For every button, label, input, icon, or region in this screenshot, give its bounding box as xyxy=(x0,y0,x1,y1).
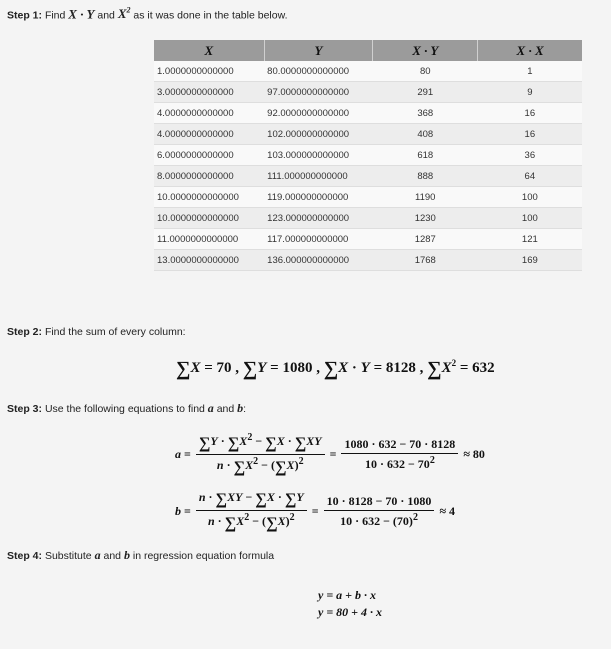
table-cell: 618 xyxy=(373,145,478,166)
table-cell: 100 xyxy=(478,187,582,208)
table-cell: 80.0000000000000 xyxy=(264,61,373,82)
header-xx: X · X xyxy=(478,40,582,61)
table-cell: 1.0000000000000 xyxy=(154,61,264,82)
step4-label: Step 4: xyxy=(7,550,43,562)
table-cell: 102.000000000000 xyxy=(264,124,373,145)
eq-a-numerator: 1080 · 632 − 70 · 8128 xyxy=(341,437,458,454)
equation-a: a = $\frac{\sum Y \cdot \sum X^2 - \sum X \cdot \sum XY}{n \cdot \sum X^2 - (\sum X)^2}$ = $\frac{1080 \cdot 632 - 70 \cdot 8128}{10 \cdot 632 - 70^2}$ ≈ 80 xyxy=(175,432,485,476)
table-cell: 291 xyxy=(373,82,478,103)
step1-and: and xyxy=(97,9,115,22)
table-cell: 9 xyxy=(478,82,582,103)
header-y: Y xyxy=(264,40,373,61)
eq-b-numerator: 10 · 8128 − 70 · 1080 xyxy=(324,494,435,511)
table-cell: 10.0000000000000 xyxy=(154,208,264,229)
step2-label: Step 2: xyxy=(7,326,43,338)
table-cell: 97.0000000000000 xyxy=(264,82,373,103)
table-cell: 4.0000000000000 xyxy=(154,103,264,124)
step4-tail: in regression equation formula xyxy=(132,550,275,562)
sum-xy: 8128 xyxy=(385,360,416,376)
step3-label: Step 3: xyxy=(7,403,43,415)
equation-b: b = $\frac{n \cdot \sum XY - \sum X \cdot \sum Y}{n \cdot \sum X^2 - (\sum X)^2}$ = $\frac{10 \cdot 8128 - 70 \cdot 1080}{10 \cdot 632 - (70)^2}$ ≈ 4 xyxy=(175,490,456,532)
table-row xyxy=(154,124,582,145)
table-row xyxy=(154,208,582,229)
table-row xyxy=(154,166,582,187)
step4-text: Substitute xyxy=(44,550,92,562)
table-header-row xyxy=(154,40,582,61)
table-cell: 16 xyxy=(478,103,582,124)
table-row xyxy=(154,82,582,103)
table-cell: 119.000000000000 xyxy=(264,187,373,208)
table-cell: 1287 xyxy=(373,229,478,250)
regression-line-general: y = a + b · x xyxy=(318,588,377,602)
step3-and: and xyxy=(216,403,235,415)
table-row xyxy=(154,229,582,250)
table-cell: 888 xyxy=(373,166,478,187)
table-cell: 16 xyxy=(478,124,582,145)
table-row xyxy=(154,187,582,208)
table-cell: 123.000000000000 xyxy=(264,208,373,229)
sum-x2: 632 xyxy=(472,360,495,376)
table-cell: 10.0000000000000 xyxy=(154,187,264,208)
step3-line: Step 3: Use the following equations to find a and b: xyxy=(7,401,247,415)
data-table xyxy=(154,40,582,271)
table-cell: 111.000000000000 xyxy=(264,166,373,187)
table-cell: 3.0000000000000 xyxy=(154,82,264,103)
table-cell: 64 xyxy=(478,166,582,187)
table-cell: 80 xyxy=(373,61,478,82)
table-cell: 136.000000000000 xyxy=(264,250,373,271)
table-cell: 368 xyxy=(373,103,478,124)
table-cell: 4.0000000000000 xyxy=(154,124,264,145)
step1-text: Find xyxy=(44,9,66,22)
step3-text: Use the following equations to find xyxy=(44,403,205,415)
eq-a-result: 80 xyxy=(472,447,485,461)
table-row xyxy=(154,103,582,124)
regression-formula xyxy=(318,587,382,621)
eq-a-denominator: 10 · 632 − 70 xyxy=(364,457,430,471)
sums-formula: ∑X = 70 , ∑Y = 1080 , ∑X · Y = 8128 , $\sum X^2 = 632$ xyxy=(176,358,495,380)
sum-y: 1080 xyxy=(282,360,313,376)
table-cell: 13.0000000000000 xyxy=(154,250,264,271)
sum-x: 70 xyxy=(216,360,232,376)
table-cell: 6.0000000000000 xyxy=(154,145,264,166)
table-cell: 1230 xyxy=(373,208,478,229)
table-row xyxy=(154,250,582,271)
header-x: X xyxy=(154,40,264,61)
step4-and: and xyxy=(103,550,122,562)
step2-text: Find the sum of every column: xyxy=(44,326,186,338)
regression-line-result: y = 80 + 4 · x xyxy=(318,605,383,619)
header-xy: X · Y xyxy=(373,40,478,61)
table-cell: 8.0000000000000 xyxy=(154,166,264,187)
table-cell: 100 xyxy=(478,208,582,229)
table-row xyxy=(154,145,582,166)
table-cell: 117.000000000000 xyxy=(264,229,373,250)
table-cell: 408 xyxy=(373,124,478,145)
step1-label: Step 1: xyxy=(7,9,43,22)
step2-line xyxy=(7,326,186,338)
step4-line: Step 4: Substitute a and b in regression equation formula xyxy=(7,548,275,562)
table-cell: 1 xyxy=(478,61,582,82)
step1-tail: as it was done in the table below. xyxy=(133,9,288,22)
table-cell: 1190 xyxy=(373,187,478,208)
table-cell: 1768 xyxy=(373,250,478,271)
table-cell: 121 xyxy=(478,229,582,250)
eq-b-denominator: 10 · 632 − (70) xyxy=(340,514,413,528)
table-cell: 103.000000000000 xyxy=(264,145,373,166)
table-row xyxy=(154,61,582,82)
table-cell: 36 xyxy=(478,145,582,166)
table-cell: 169 xyxy=(478,250,582,271)
table-cell: 11.0000000000000 xyxy=(154,229,264,250)
table-cell: 92.0000000000000 xyxy=(264,103,373,124)
step1-line: Step 1: Find X · Y and $X^2$ as it was done in the table below. xyxy=(7,6,288,22)
eq-b-result: 4 xyxy=(449,504,456,518)
